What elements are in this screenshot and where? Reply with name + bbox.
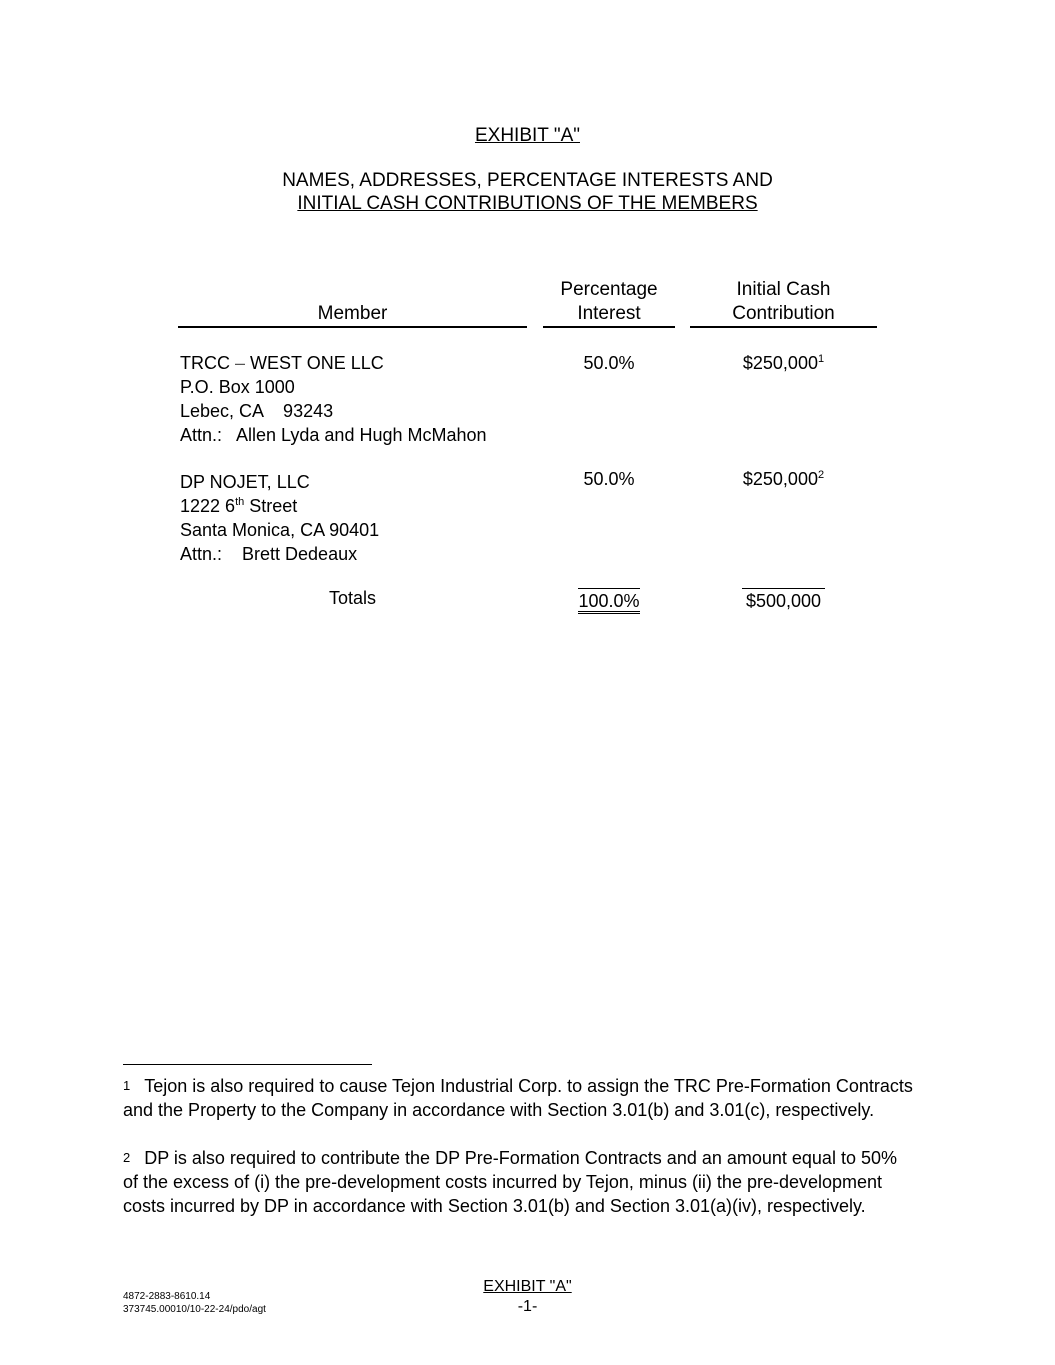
footnote-2-text: DP is also required to contribute the DP Pre-Formation Contracts and an amount equal to 50% of the excess of (i) the pre-development costs incurred by Tejon, minus (ii) the pre-development costs incurred by DP in accordance with Section 3.01(b) and Section 3.01(a)(iv), respectively. bbox=[123, 1148, 897, 1216]
footer-doc-id-line2: 373745.00010/10-22-24/pdo/agt bbox=[123, 1304, 266, 1315]
member-1-attn: Attn.: Allen Lyda and Hugh McMahon bbox=[180, 425, 487, 445]
member-1-address-line2: Lebec, CA 93243 bbox=[180, 401, 334, 421]
totals-percentage: 100.0% bbox=[543, 589, 675, 613]
exhibit-title-text: EXHIBIT "A" bbox=[474, 125, 580, 146]
exhibit-title bbox=[0, 125, 1055, 147]
member-2-name: DP NOJET, LLC bbox=[180, 472, 310, 492]
member-1-block bbox=[180, 351, 530, 447]
header-percentage-line1: Percentage bbox=[560, 279, 658, 300]
footer-exhibit-text: EXHIBIT "A" bbox=[483, 1278, 572, 1295]
header-percentage-line2: Interest bbox=[577, 303, 641, 324]
footnote-1-text: Tejon is also required to cause Tejon Industrial Corp. to assign the TRC Pre-Formation Contracts and the Property to the Company in accordance with Section 3.01(b) and 3.01(c), respectively. bbox=[123, 1076, 913, 1120]
member-2-address-line2: Santa Monica, CA 90401 bbox=[180, 520, 380, 540]
member-2-attn: Attn.: Brett Dedeaux bbox=[180, 544, 358, 564]
subtitle-line2 bbox=[0, 193, 1055, 215]
footer-exhibit bbox=[0, 1277, 1055, 1296]
footnote-1-number: 1 bbox=[123, 1078, 131, 1093]
footer-doc-id-line1: 4872-2883-8610.14 bbox=[123, 1291, 211, 1302]
header-rule-percentage bbox=[543, 326, 675, 328]
footnote-ref-1[interactable]: 1 bbox=[817, 353, 825, 365]
member-2-block bbox=[180, 470, 530, 566]
subtitle-line1: NAMES, ADDRESSES, PERCENTAGE INTERESTS AND bbox=[282, 170, 773, 191]
member-2-contribution: $250,000$^2$ bbox=[742, 469, 825, 489]
footnote-2-number: 2 bbox=[123, 1150, 131, 1165]
member-1-percentage: 50.0% bbox=[583, 353, 635, 373]
member-1-address-line1: P.O. Box 1000 bbox=[180, 377, 295, 397]
footer-page-number: -1- bbox=[517, 1298, 538, 1315]
header-cash bbox=[690, 278, 877, 326]
subtitle-line2-text: INITIAL CASH CONTRIBUTIONS OF THE MEMBERS bbox=[297, 193, 758, 214]
totals-label: Totals bbox=[328, 588, 377, 608]
header-cash-line1: Initial Cash bbox=[736, 279, 831, 300]
totals-contribution: $500,000 bbox=[745, 591, 822, 611]
member-2-percentage: 50.0% bbox=[583, 469, 635, 489]
header-rule-cash bbox=[690, 326, 877, 328]
footnote-1 bbox=[123, 1074, 913, 1122]
header-percentage bbox=[543, 278, 675, 326]
header-cash-line2: Contribution bbox=[732, 303, 835, 324]
member-2-address-line1: 1222 6th Street bbox=[180, 496, 298, 516]
header-member: Member bbox=[317, 303, 388, 324]
footnote-ref-2[interactable]: 2 bbox=[817, 469, 825, 481]
member-1-name: TRCC – WEST ONE LLC bbox=[180, 353, 384, 373]
member-1-contribution: $250,000$^1$ bbox=[742, 353, 825, 373]
footnote-2 bbox=[123, 1146, 913, 1218]
header-rule-member bbox=[178, 326, 527, 328]
footnote-separator bbox=[123, 1064, 372, 1065]
